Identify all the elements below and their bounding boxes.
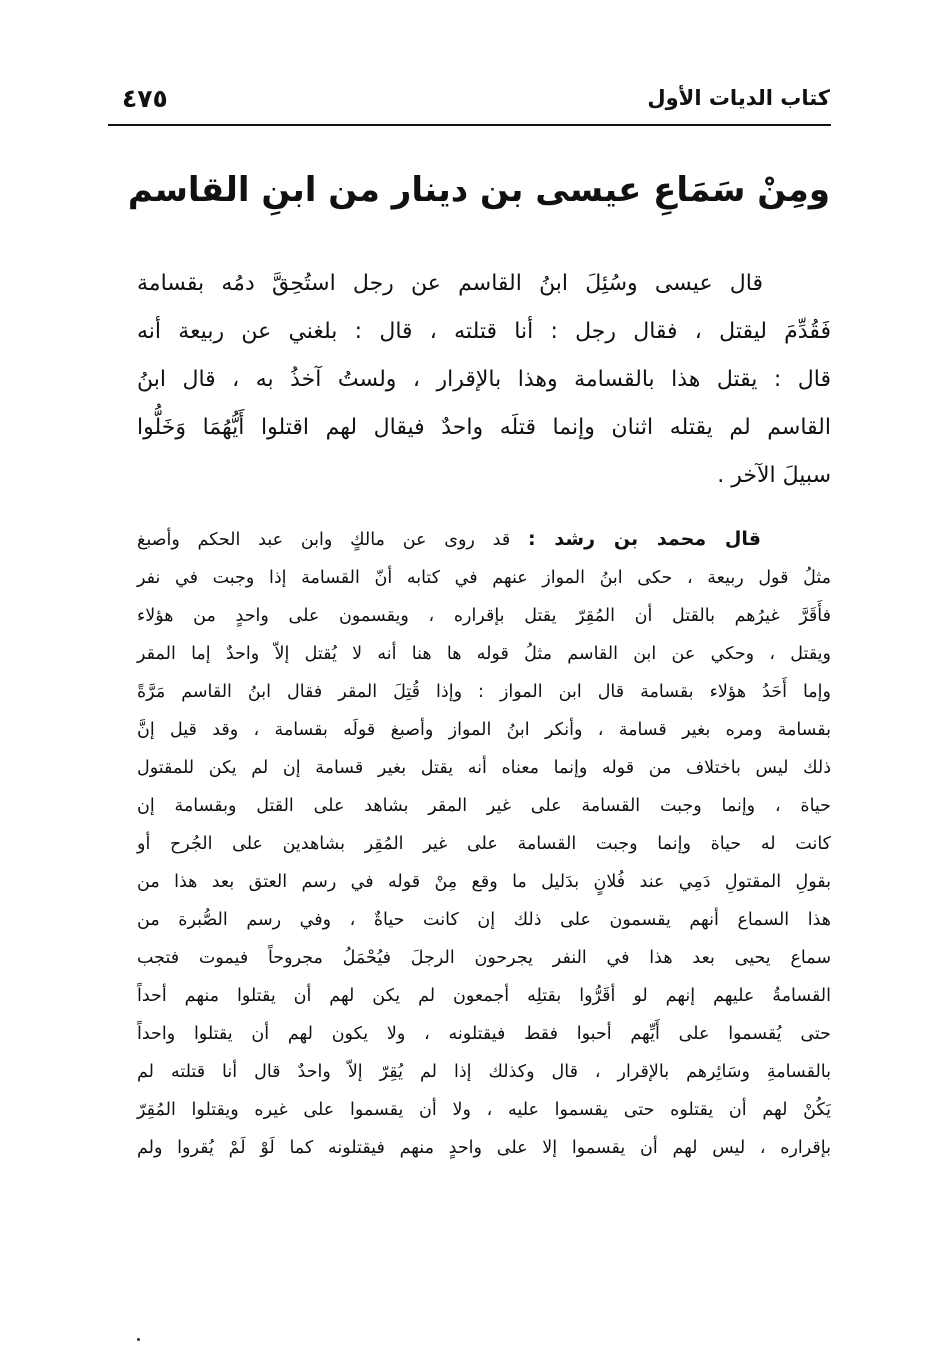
running-title: كتاب الديات الأول bbox=[647, 86, 830, 110]
page-header bbox=[108, 82, 830, 122]
text-line: هذا السماع أنهم يقسمون على ذلك إن كانت حياةٌ ، وفي رسم الصُّبرة من bbox=[137, 910, 831, 930]
text-line: ويقتل ، وحكي عن ابن القاسم مثلُ قوله ها هنا أنه لا يُقتل إلاّ واحدٌ إما المقر bbox=[137, 644, 831, 664]
text-line: فَقُدِّمَ ليقتل ، فقال رجل : أنا قتلته ، قال : بلغني عن ربيعة أنه bbox=[137, 319, 831, 344]
text-line: بقسامة ومره بغير قسامة ، وأنكر ابنُ المواز وأصبغ قولَه بقسامة ، وقد قيل إنَّ bbox=[137, 720, 831, 740]
text-line: ذلك ليس باختلاف من قوله وإنما معناه أنه يقتل بغير قسامة إن لم يكن للمقتول bbox=[137, 758, 831, 778]
scan-speck bbox=[137, 1338, 140, 1341]
text-line: كانت له حياة وإنما وجبت القسامة على غير المُقِر بشاهدين على الجُرح أو bbox=[137, 834, 831, 854]
text-line: القسامةُ عليهم إنهم لو أقَرُّوا بقتلِه أجمعون لم يكن لهم أن يقتلوا منهم أحداً bbox=[137, 986, 831, 1006]
text-line: وإما أَحَدُ هؤلاء بقسامة قال ابن المواز : وإذا قُتِلَ المقر فقال ابنُ القاسم مَرَّةً bbox=[137, 682, 831, 702]
text-line: يَكُنْ لهم أن يقتلوه حتى يقسموا عليه ، ولا أن يقسموا على غيره ويقتلوا المُقِرّ bbox=[137, 1100, 831, 1120]
text-line: فأَقَرَّ غيرُهم بالقتل أن المُقِرّ يقتل بإقراره ، ويقسمون على واحدٍ من هؤلاء bbox=[137, 606, 831, 626]
page-number: ٤٧٥ bbox=[122, 84, 168, 113]
text-line: سبيلَ الآخر . bbox=[717, 463, 831, 488]
text-line: بإقراره ، ليس لهم أن يقسموا إلا على واحدٍ منهم فيقتلونه كما لَوْ لَمْ يُقروا ولم bbox=[137, 1138, 831, 1158]
paragraph-2 bbox=[137, 520, 831, 1167]
section-title: ومِنْ سَمَاعِ عيسى بن دينار من ابنِ القاسم bbox=[127, 170, 830, 210]
text-line: حياة ، وإنما وجبت القسامة على غير المقر بشاهد على القتل وبقسامة إن bbox=[137, 796, 831, 816]
text-line-rest: قد روى عن مالكٍ وابن عبد الحكم وأصبغ bbox=[137, 530, 511, 550]
text-line: قال : يقتل هذا بالقسامة وهذا بالإقرار ، ولستُ آخذُ به ، قال ابنُ bbox=[137, 367, 831, 392]
speaker-label: قال محمد بن رشد : bbox=[527, 528, 761, 550]
text-line: القاسم لم يقتله اثنان وإنما قتلَه واحدٌ فيقال لهم اقتلوا أَيُّهُمَا وَخَلُّوا bbox=[137, 415, 831, 440]
text-line: مثلُ قول ربيعة ، حكى ابنُ المواز عنهم في كتابه أنّ القسامة إذا وجبت في نفر bbox=[137, 568, 831, 588]
text-line bbox=[137, 520, 831, 559]
text-line: حتى يُقسموا على أَيِّهم أحبوا فقط فيقتلونه ، ولا يكون لهم أن يقتلوا واحداً bbox=[137, 1024, 831, 1044]
header-rule bbox=[108, 124, 831, 126]
text-line: بالقسامةِ وسَائِرهم بالإقرار ، قال وكذلك إذا لم يُقِرّ إلاّ واحدٌ قال أنا قتلته لم bbox=[137, 1062, 831, 1082]
paragraph-1 bbox=[137, 260, 831, 500]
text-line: قال عيسى وسُئِلَ ابنُ القاسم عن رجل استُحِقَّ دمُه بقسامة bbox=[137, 271, 763, 296]
text-line: سماع يحيى بعد هذا في النفر يجرحون الرجلَ فيُحْمَلُ مجروحاً فيموت فتجب bbox=[137, 948, 831, 968]
text-line: بقولِ المقتولِ دَمِي عند فُلانٍ بدَليل ما وقع مِنْ قوله في رسم العتق بعد هذا من bbox=[137, 872, 831, 892]
